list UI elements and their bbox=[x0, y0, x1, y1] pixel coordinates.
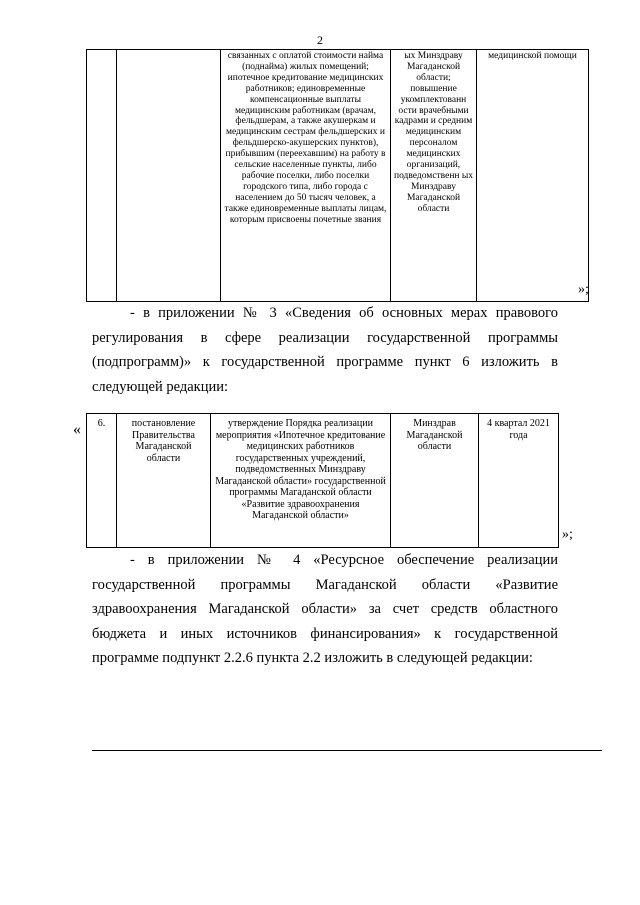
close-quote: »; bbox=[578, 282, 589, 297]
table-cell bbox=[117, 50, 221, 302]
open-quote: « bbox=[73, 421, 81, 438]
deadline-cell: 4 квартал 2021 года bbox=[479, 414, 559, 548]
responsible-cell: Минздрав Магаданской области bbox=[391, 414, 479, 548]
content-cell: утверждение Порядка реализации мероприятия «Ипотечное кредитование медицинских работников государственных учреждений, подведомственных Минздраву Магаданской области» государственной программы Магаданской области «Развитие здравоохранения Магаданской области» bbox=[211, 414, 391, 548]
close-quote: »; bbox=[562, 527, 573, 542]
table-row bbox=[87, 414, 559, 548]
table-row bbox=[87, 50, 589, 302]
paragraph-appendix-4: - в приложении № 4 «Ресурсное обеспечение реализации государственной программы Магаданской области «Развитие здравоохранения Магаданской области» за счет средств областного бюджета и иных источников финансирования» к государственной программе подпункт 2.2.6 пункта 2.2 изложить в следующей редакции: bbox=[92, 552, 558, 666]
page-number: 2 bbox=[317, 33, 323, 47]
table-cell: ых Минздраву Магаданской области; повышение укомплектованн ости врачебными кадрами и средним медицинским персоналом медицинских организаций, подведомственн ых Минздраву Магаданской области bbox=[391, 50, 477, 302]
table-cell: связанных с оплатой стоимости найма (поднайма) жилых помещений; ипотечное кредитование медицинских работников; единовременные компенсационные выплаты медицинским работникам (врачам, фельдшерам, а также акушеркам и медицинским сестрам фельдшерских и фельдшерско-акушерских пунктов), прибывшим (переехавшим) на работу в сельские населенные пункты, либо рабочие поселки, либо поселки городского типа, либо города с населением до 50 тысяч человек, а также единовременные выплаты лицам, которым присвоены почетные звания bbox=[221, 50, 391, 302]
row-number-cell: 6. bbox=[87, 414, 117, 548]
table-cell bbox=[87, 50, 117, 302]
table-cell: медицинской помощи bbox=[477, 50, 589, 302]
measures-table-continuation bbox=[86, 49, 589, 302]
document-type-cell: постановление Правительства Магаданской области bbox=[117, 414, 211, 548]
regulation-measure-table bbox=[86, 413, 559, 548]
paragraph-appendix-3: - в приложении № 3 «Сведения об основных мерах правового регулирования в сфере реализации государственной программы (подпрограмм)» к государственной программе пункт 6 изложить в следующей редакции: bbox=[92, 305, 558, 395]
divider-line bbox=[92, 750, 602, 751]
